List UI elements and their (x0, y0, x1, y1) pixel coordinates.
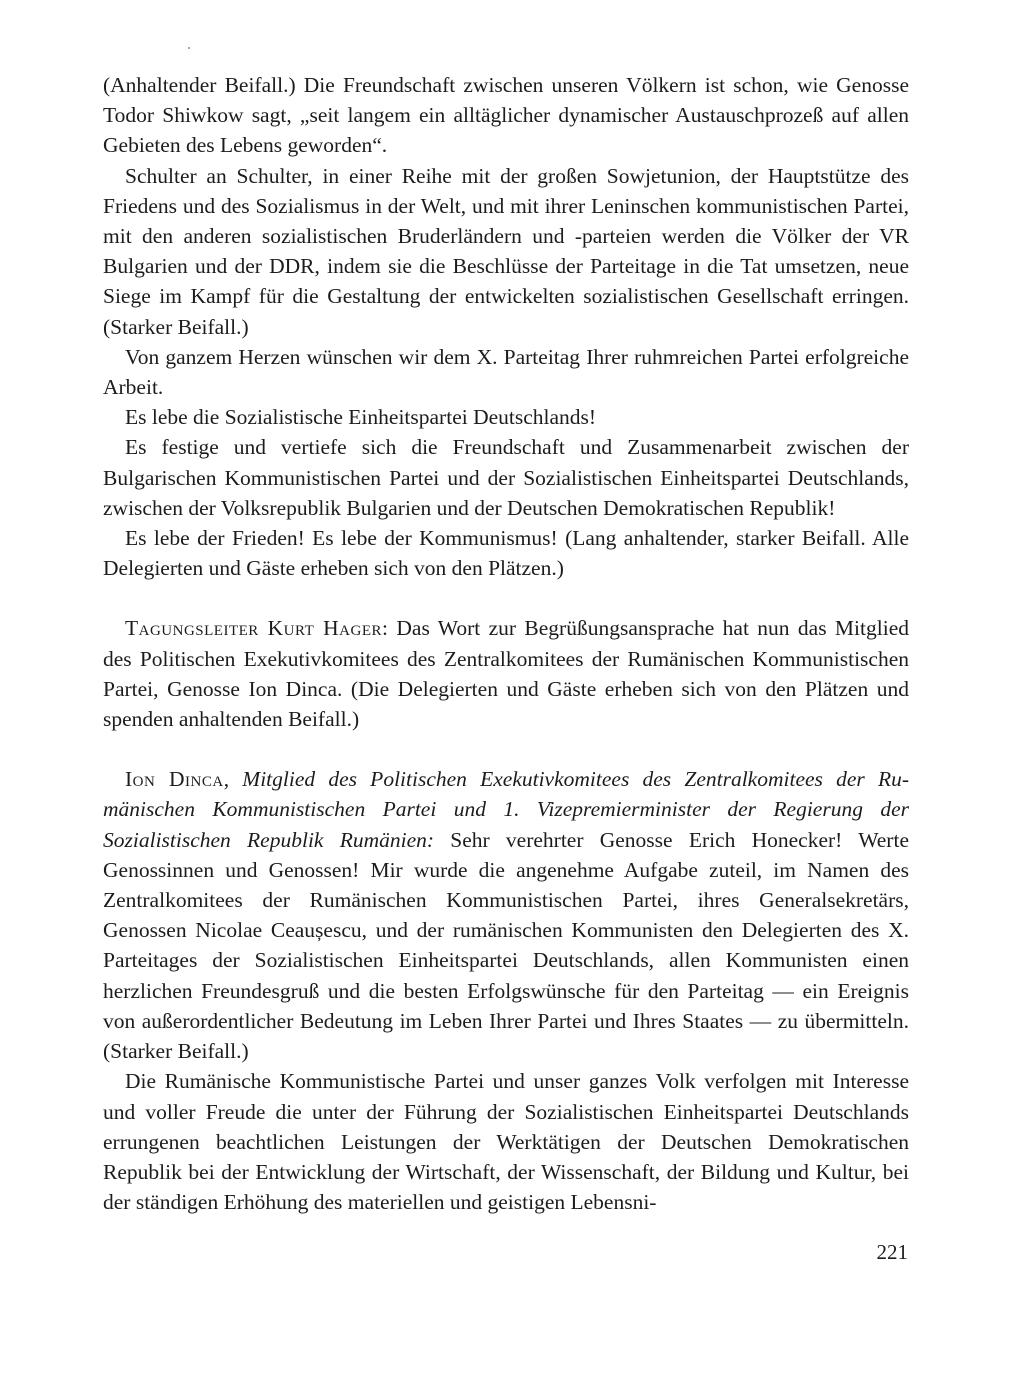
paragraph-long-live-sed: Es lebe die Sozialistische Einheitspartei Deutschlands! (125, 405, 597, 430)
section-gap (103, 734, 909, 764)
paragraph-friendship-cooperation: Es festige und vertiefe sich die Freundschaft und Zusammenarbeit zwischen der Bulgarischen Kommunistischen Partei und der Sozialistischen Einheitspartei Deutschlands, zwischen der Volksrepublik Bulgarien und der Deutschen Demokratischen Republik! (103, 435, 909, 520)
dinca-speech-text: Sehr verehrter Genosse Erich Honecker! Werte Genossinnen und Genossen! Mir wurde die angenehme Aufgabe zuteil, im Namen des Zentralkomitees der Rumänischen Kommunistischen Partei, ihres Generalsekretärs, Genossen Nicolae Ceaușescu, und der rumänischen Kommunisten den Delegierten des X. Parteitages der Sozialistischen Einheitspartei Deutschlands, allen Kommunisten einen herzlichen Freundesgruß und die besten Erfolgswünsche für den Parteitag — ein Ereignis von außerordentlicher Bedeutung im Leben Ihrer Partei und Ihres Staates — zu übermitteln. (Starker Beifall.) (103, 827, 909, 1064)
document-page (103, 70, 909, 1217)
speaker-name-chair: Tagungsleiter Kurt Hager (125, 616, 383, 641)
page-number: 221 (876, 1240, 908, 1264)
speaker-name-dinca: Ion Dinca (125, 767, 224, 792)
paragraph-applause-friendship: (Anhaltender Beifall.) Die Freundschaft zwischen unseren Völkern ist schon, wie Genosse Todor Shiwkow sagt, „seit langem ein alltäglicher dynamischer Austauschprozeß auf allen Gebieten des Lebens geworden“. (103, 73, 909, 158)
paragraph-shoulder-to-shoulder: Schulter an Schulter, in einer Reihe mit der großen Sowjetunion, der Hauptstütze des Friedens und des Sozialismus in der Welt, und mit ihrer Leninschen kommunistischen Partei, mit den anderen sozialistischen Bruderländern und -parteien werden die Völker der VR Bulgarien und der DDR, indem sie die Beschlüsse der Parteitage in die Tat umsetzen, neue Siege im Kampf für die Gestaltung der entwickelten sozialistischen Gesellschaft erringen. (Starker Beifall.) (103, 163, 909, 339)
speaker-separator: : (382, 616, 388, 641)
chair-speech-text: Das Wort zur Begrüßungsansprache hat nun das Mitglied des Politischen Exekutivkomitees des Zentralkomitees der Rumänischen Kommunistischen Partei, Genosse Ion Dinca. (Die Delegierten und Gäste erheben sich von den Plätzen und spenden anhaltenden Beifall.) (103, 616, 909, 732)
paragraph-wishes: Von ganzem Herzen wünschen wir dem X. Parteitag Ihrer ruhmreichen Partei erfolgreiche Arbeit. (103, 344, 909, 400)
section-gap (103, 583, 909, 613)
dinca-speech-paragraph (103, 764, 909, 1066)
chair-speech-paragraph (103, 613, 909, 734)
paragraph-long-live-peace: Es lebe der Frieden! Es lebe der Kommunismus! (Lang anhaltender, starker Beifall. Alle Delegierten und Gäste erheben sich von den Plätzen.) (103, 526, 909, 581)
speaker-role: Mitglied des Politischen Exekutivkomitees des Zentralkomitees der Rumänischen Kommunistischen Partei und 1. Vizepremierminister der Regierung der Sozialistischen Republik Rumänien: (103, 767, 909, 852)
dinca-speech-continuation: Die Rumänische Kommunistische Partei und unser ganzes Volk verfolgen mit Interesse und voller Freude die unter der Führung der Sozialistischen Einheitspartei Deutschlands errungenen beachtlichen Leistungen der Werktätigen der Deutschen Demokratischen Republik bei der Entwicklung der Wirtschaft, der Wissenschaft, der Bildung und Kultur, bei der ständigen Erhöhung des materiellen und geistigen Lebensni- (103, 1069, 909, 1215)
scan-speck (188, 47, 190, 49)
speaker-separator: , (223, 767, 243, 792)
